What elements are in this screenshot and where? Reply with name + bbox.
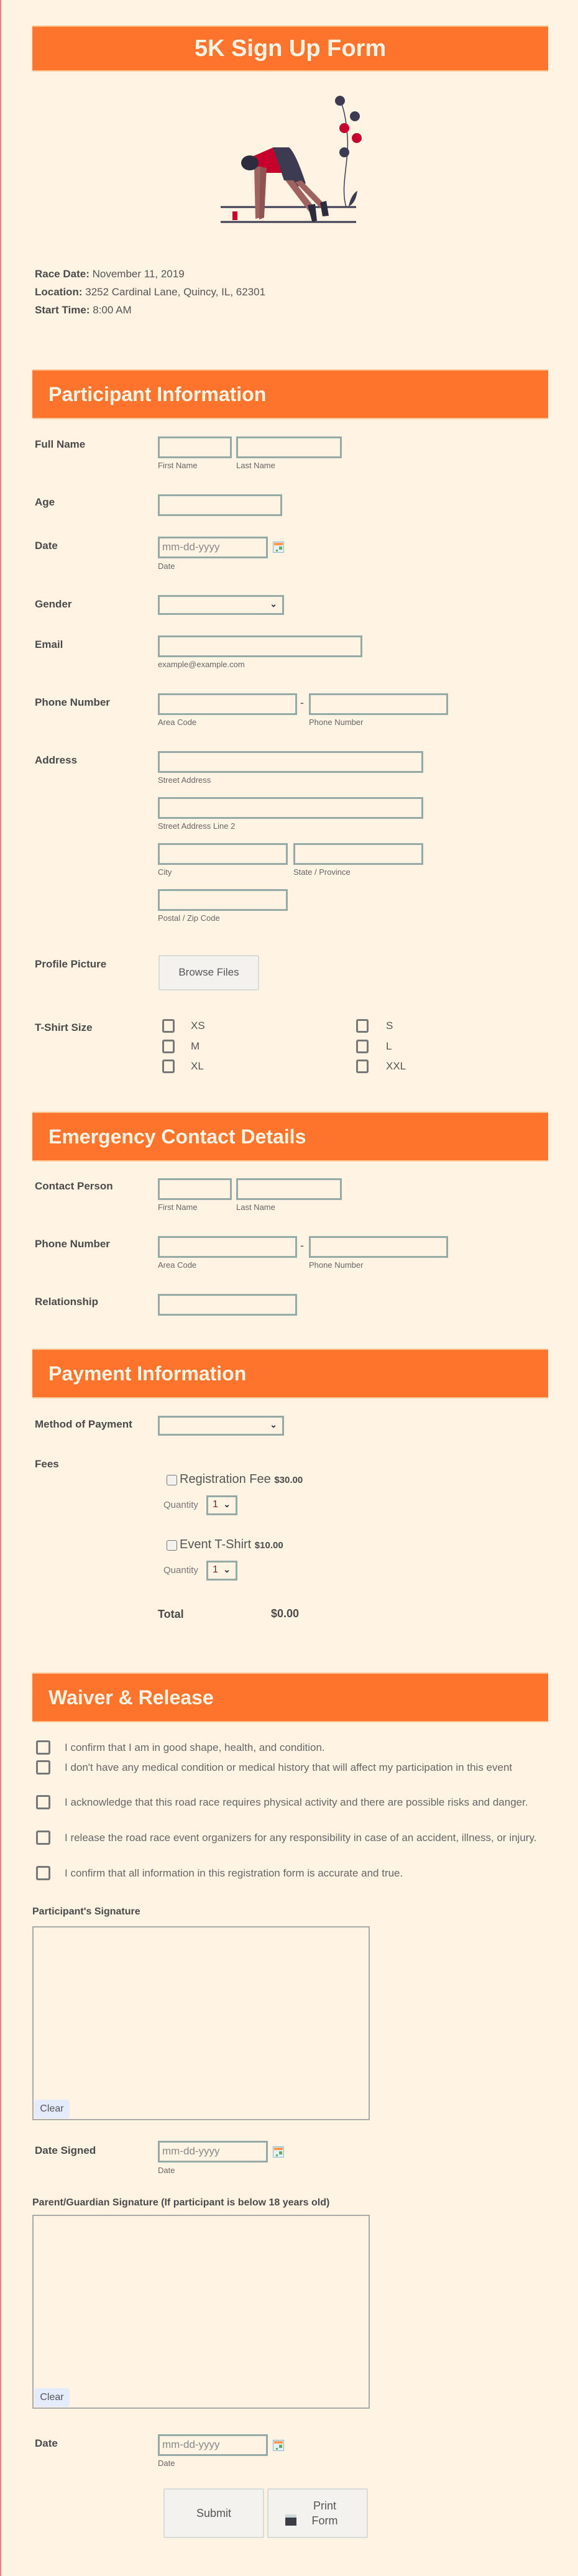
full-name-label: Full Name bbox=[35, 438, 86, 450]
tshirt-m-label: M bbox=[191, 1040, 200, 1052]
emergency-area-code-sublabel: Area Code bbox=[158, 1260, 197, 1270]
address-label: Address bbox=[35, 754, 78, 766]
age-input[interactable] bbox=[158, 494, 282, 516]
tshirt-s-label: S bbox=[386, 1020, 393, 1032]
participant-signature-pad[interactable] bbox=[32, 1926, 370, 2120]
phone-separator: - bbox=[300, 1239, 304, 1252]
relationship-label: Relationship bbox=[35, 1296, 99, 1308]
area-code-sublabel: Area Code bbox=[158, 718, 197, 727]
contact-last-name-input[interactable] bbox=[236, 1178, 342, 1200]
chevron-down-icon: ⌄ bbox=[270, 1420, 277, 1429]
tshirt-xs-label: XS bbox=[191, 1020, 205, 1032]
tshirt-l-checkbox[interactable] bbox=[356, 1040, 369, 1053]
emergency-phone-number-sublabel: Phone Number bbox=[309, 1260, 364, 1270]
event-tshirt-quantity-select[interactable]: 1 ⌄ bbox=[206, 1561, 237, 1581]
tshirt-xs-checkbox[interactable] bbox=[162, 1019, 175, 1033]
participant-signature-label: Participant's Signature bbox=[32, 1906, 140, 1917]
tshirt-m-checkbox[interactable] bbox=[162, 1040, 175, 1053]
registration-fee-item: Registration Fee $30.00 bbox=[180, 1472, 303, 1486]
waiver-item-3: I acknowledge that this road race requires physical activity and there are possible risks and danger. bbox=[65, 1796, 528, 1808]
guardian-signature-label: Parent/Guardian Signature (If participant is below 18 years old) bbox=[32, 2197, 330, 2208]
date-signed-sublabel: Date bbox=[158, 2166, 175, 2175]
form-title-banner bbox=[32, 25, 548, 72]
payment-section-header bbox=[32, 1349, 548, 1398]
race-date-value: November 11, 2019 bbox=[92, 268, 185, 280]
guardian-date-input[interactable]: mm-dd-yyyy bbox=[158, 2434, 268, 2456]
date-input[interactable]: mm-dd-yyyy bbox=[158, 537, 268, 558]
registration-fee-checkbox[interactable] bbox=[167, 1475, 177, 1485]
location-value: 3252 Cardinal Lane, Quincy, IL, 62301 bbox=[85, 286, 266, 298]
date-sublabel: Date bbox=[158, 561, 175, 571]
age-label: Age bbox=[35, 496, 55, 508]
print-form-button[interactable]: Print Form bbox=[267, 2488, 368, 2538]
race-date-line: Race Date: November 11, 2019 bbox=[35, 268, 185, 280]
quantity-label: Quantity bbox=[163, 1565, 198, 1576]
tshirt-l-label: L bbox=[386, 1040, 392, 1052]
payment-method-label: Method of Payment bbox=[35, 1418, 132, 1430]
chevron-down-icon: ⌄ bbox=[223, 1499, 231, 1509]
tshirt-xl-checkbox[interactable] bbox=[162, 1059, 175, 1073]
waiver-section-header bbox=[32, 1673, 548, 1722]
gender-select[interactable] bbox=[158, 595, 284, 615]
chevron-down-icon: ⌄ bbox=[270, 599, 277, 609]
quantity-label: Quantity bbox=[163, 1500, 198, 1510]
waiver-checkbox-1[interactable] bbox=[36, 1740, 50, 1755]
zip-sublabel: Postal / Zip Code bbox=[158, 913, 220, 923]
waiver-checkbox-5[interactable] bbox=[36, 1866, 50, 1880]
guardian-signature-pad[interactable] bbox=[32, 2215, 370, 2409]
emergency-area-code-input[interactable] bbox=[158, 1236, 297, 1258]
tshirt-s-checkbox[interactable] bbox=[356, 1019, 369, 1033]
profile-picture-label: Profile Picture bbox=[35, 958, 107, 970]
contact-first-name-sublabel: First Name bbox=[158, 1203, 198, 1212]
event-tshirt-price: $10.00 bbox=[254, 1540, 283, 1551]
phone-separator: - bbox=[300, 696, 304, 709]
browse-files-button[interactable]: Browse Files bbox=[158, 955, 259, 990]
phone-label: Phone Number bbox=[35, 696, 110, 708]
total-value: $0.00 bbox=[271, 1607, 300, 1620]
first-name-sublabel: First Name bbox=[158, 461, 198, 470]
relationship-input[interactable] bbox=[158, 1294, 297, 1316]
event-tshirt-item: Event T-Shirt $10.00 bbox=[180, 1538, 283, 1551]
email-input[interactable] bbox=[158, 635, 362, 657]
clear-signature-button[interactable]: Clear bbox=[34, 2388, 70, 2407]
event-tshirt-checkbox[interactable] bbox=[167, 1540, 177, 1551]
contact-person-label: Contact Person bbox=[35, 1180, 113, 1192]
submit-button[interactable]: Submit bbox=[163, 2488, 264, 2538]
date-signed-input[interactable]: mm-dd-yyyy bbox=[158, 2141, 268, 2163]
tshirt-xxl-label: XXL bbox=[386, 1060, 406, 1072]
registration-fee-quantity-select[interactable]: 1 ⌄ bbox=[206, 1495, 237, 1515]
start-time-value: 8:00 AM bbox=[93, 304, 132, 316]
section-title: Participant Information bbox=[48, 383, 267, 405]
emergency-section-header bbox=[32, 1112, 548, 1161]
first-name-input[interactable] bbox=[158, 436, 232, 458]
street-address-input[interactable] bbox=[158, 751, 423, 773]
section-title: Emergency Contact Details bbox=[48, 1125, 306, 1148]
waiver-item-2: I don't have any medical condition or medical history that will affect my participation in this event bbox=[65, 1761, 513, 1773]
city-sublabel: City bbox=[158, 867, 172, 877]
emergency-phone-label: Phone Number bbox=[35, 1238, 110, 1250]
email-sublabel: example@example.com bbox=[158, 660, 245, 669]
chevron-down-icon: ⌄ bbox=[223, 1564, 231, 1574]
section-title: Waiver & Release bbox=[48, 1686, 214, 1709]
zip-input[interactable] bbox=[158, 889, 288, 911]
street-address-2-input[interactable] bbox=[158, 797, 423, 819]
waiver-item-1: I confirm that I am in good shape, health, and condition. bbox=[65, 1742, 325, 1753]
state-sublabel: State / Province bbox=[293, 867, 351, 877]
calendar-icon[interactable] bbox=[273, 2440, 284, 2451]
guardian-date-label: Date bbox=[35, 2437, 58, 2449]
payment-method-select[interactable] bbox=[158, 1416, 284, 1436]
last-name-input[interactable] bbox=[236, 436, 342, 458]
city-input[interactable] bbox=[158, 843, 288, 865]
registration-fee-price: $30.00 bbox=[274, 1475, 303, 1485]
state-input[interactable] bbox=[293, 843, 423, 865]
printer-icon bbox=[285, 2514, 296, 2526]
form-title: 5K Sign Up Form bbox=[194, 35, 387, 62]
fees-label: Fees bbox=[35, 1458, 59, 1470]
waiver-checkbox-3[interactable] bbox=[36, 1795, 50, 1809]
street-address-sublabel: Street Address bbox=[158, 775, 211, 785]
date-signed-label: Date Signed bbox=[35, 2144, 96, 2156]
calendar-icon[interactable] bbox=[273, 2146, 284, 2158]
section-title: Payment Information bbox=[48, 1362, 247, 1385]
email-label: Email bbox=[35, 639, 63, 650]
waiver-checkbox-2[interactable] bbox=[36, 1760, 50, 1775]
contact-last-name-sublabel: Last Name bbox=[236, 1203, 275, 1212]
tshirt-size-label: T-Shirt Size bbox=[35, 1022, 93, 1033]
gender-label: Gender bbox=[35, 598, 72, 610]
clear-signature-button[interactable]: Clear bbox=[34, 2100, 70, 2118]
tshirt-xl-label: XL bbox=[191, 1060, 204, 1072]
total-label: Total bbox=[158, 1608, 184, 1620]
phone-number-input[interactable] bbox=[309, 693, 448, 715]
start-time-line: Start Time: 8:00 AM bbox=[35, 304, 132, 316]
location-line: Location: 3252 Cardinal Lane, Quincy, IL, 62301 bbox=[35, 286, 266, 298]
calendar-icon[interactable] bbox=[273, 542, 284, 553]
waiver-item-4: I release the road race event organizers for any responsibility in case of an accident, illness, or injury. bbox=[65, 1832, 537, 1844]
last-name-sublabel: Last Name bbox=[236, 461, 275, 470]
date-label: Date bbox=[35, 540, 58, 552]
runner-illustration-icon bbox=[216, 93, 368, 224]
contact-first-name-input[interactable] bbox=[158, 1178, 232, 1200]
waiver-item-5: I confirm that all information in this registration form is accurate and true. bbox=[65, 1867, 403, 1879]
guardian-date-sublabel: Date bbox=[158, 2458, 175, 2468]
area-code-input[interactable] bbox=[158, 693, 297, 715]
participant-section-header bbox=[32, 369, 548, 419]
phone-number-sublabel: Phone Number bbox=[309, 718, 364, 727]
street-address-2-sublabel: Street Address Line 2 bbox=[158, 821, 236, 831]
waiver-checkbox-4[interactable] bbox=[36, 1830, 50, 1845]
tshirt-xxl-checkbox[interactable] bbox=[356, 1059, 369, 1073]
emergency-phone-number-input[interactable] bbox=[309, 1236, 448, 1258]
